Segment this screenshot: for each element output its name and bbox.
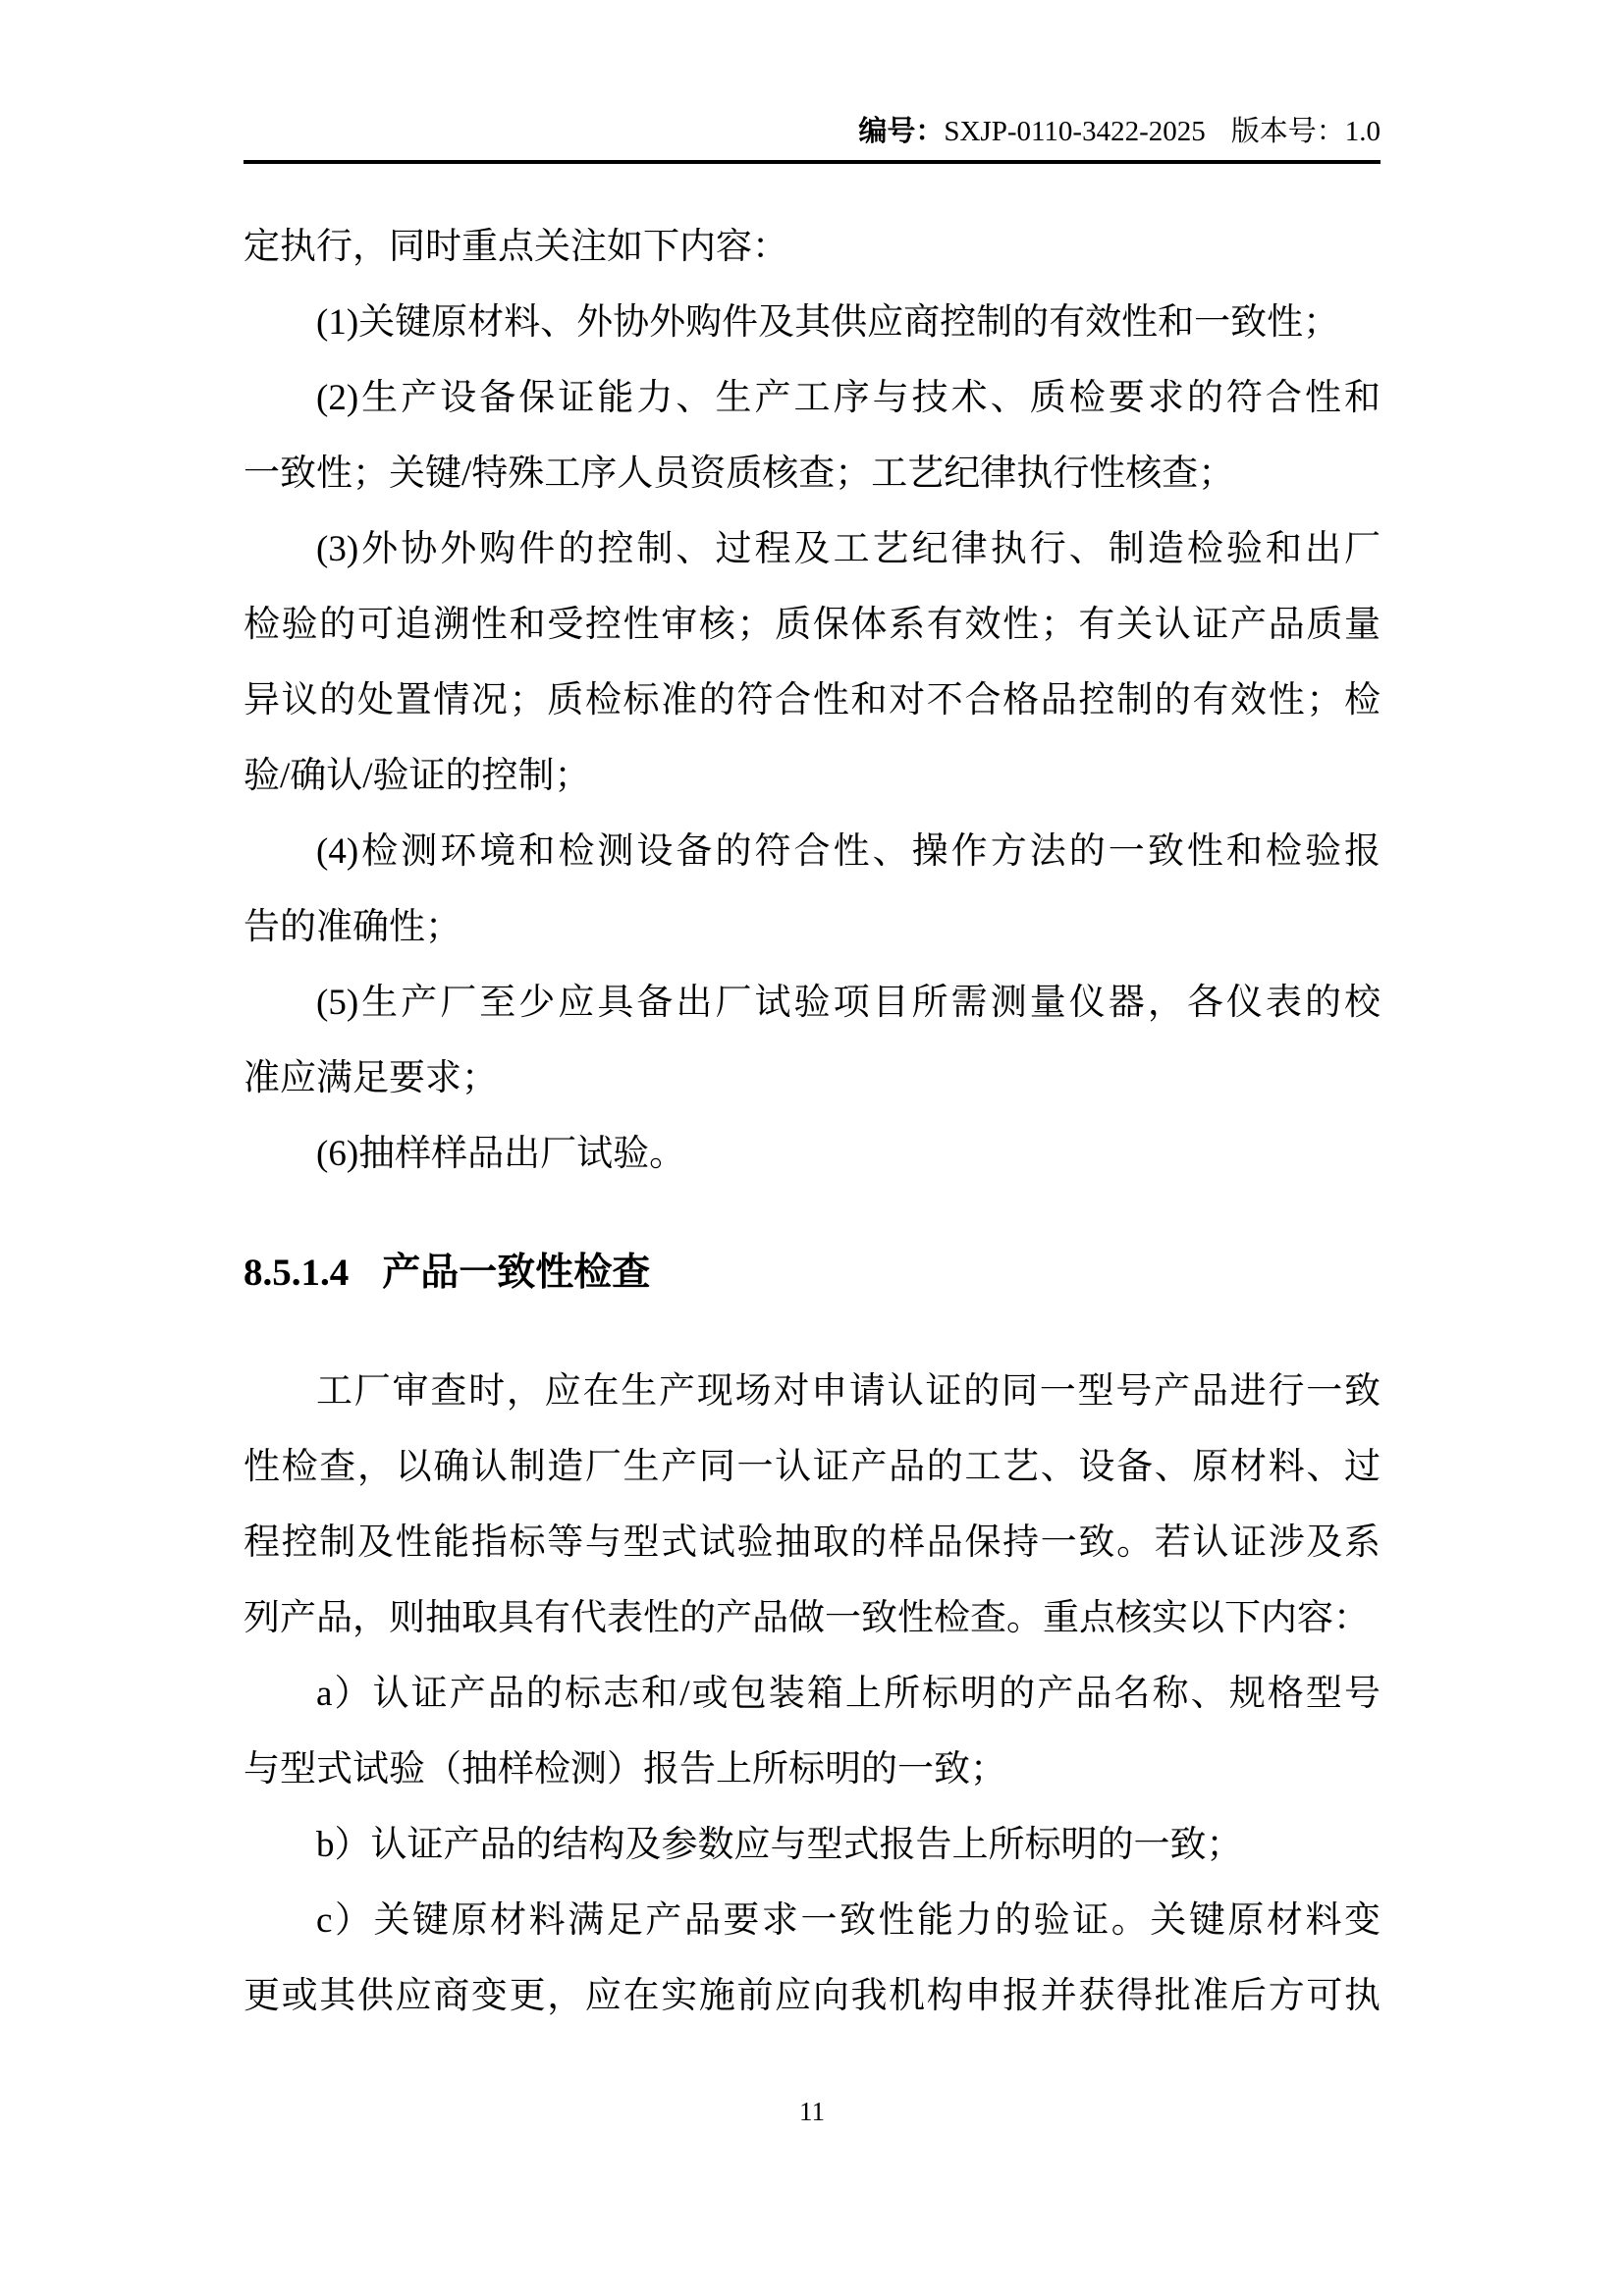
paragraph-line: c）关键原材料满足产品要求一致性能力的验证。关键原材料变 [316, 1900, 1380, 1941]
paragraph [244, 965, 1380, 1116]
section-heading [244, 1235, 1380, 1310]
paragraph [244, 1116, 1380, 1192]
paragraph [244, 814, 1380, 965]
document-body [244, 209, 1380, 2034]
paragraph-line: 一致性；关键/特殊工序人员资质核查；工艺纪律执行性核查； [244, 454, 1235, 494]
paragraph-line: 验/确认/验证的控制； [244, 756, 591, 796]
paragraph [244, 285, 1380, 360]
paragraph [244, 1656, 1380, 1807]
paragraph-line: (6)抽样样品出厂试验。 [316, 1134, 686, 1174]
paragraph-line: (1)关键原材料、外协外购件及其供应商控制的有效性和一致性； [316, 302, 1340, 343]
paragraph-line: 工厂审查时，应在生产现场对申请认证的同一型号产品进行一致 [316, 1371, 1380, 1412]
paragraph-line: (4)检测环境和检测设备的符合性、操作方法的一致性和检验报 [316, 831, 1380, 872]
paragraph [244, 511, 1380, 814]
doc-number-value: SXJP-0110-3422-2025 [944, 116, 1206, 147]
paragraph-line: (3)外协外购件的控制、过程及工艺纪律执行、制造检验和出厂 [316, 529, 1380, 569]
header-divider [244, 160, 1380, 164]
page-number: 11 [799, 2097, 825, 2126]
paragraph [244, 1807, 1380, 1883]
paragraph-line: 程控制及性能指标等与型式试验抽取的样品保持一致。若认证涉及系 [244, 1522, 1380, 1563]
paragraph-line: 检验的可追溯性和受控性审核；质保体系有效性；有关认证产品质量 [244, 605, 1380, 645]
paragraph-line: 告的准确性； [244, 907, 461, 947]
paragraph [244, 1883, 1380, 2034]
version-value: 1.0 [1344, 116, 1380, 147]
paragraph [244, 209, 1380, 285]
page-header [244, 110, 1380, 153]
paragraph-line: a）认证产品的标志和/或包装箱上所标明的产品名称、规格型号 [316, 1674, 1380, 1714]
paragraph-line: 异议的处置情况；质检标准的符合性和对不合格品控制的有效性；检 [244, 680, 1380, 721]
paragraph-line: 与型式试验（抽样检测）报告上所标明的一致； [244, 1749, 1006, 1789]
version-label: 版本号： [1230, 116, 1345, 147]
paragraph-line: b）认证产品的结构及参数应与型式报告上所标明的一致； [316, 1825, 1243, 1865]
paragraph-line: 定执行，同时重点关注如下内容： [244, 227, 788, 267]
paragraph [244, 360, 1380, 511]
paragraph-line: 更或其供应商变更，应在实施前应向我机构申报并获得批准后方可执 [244, 1976, 1380, 2016]
paragraph [244, 1354, 1380, 1656]
paragraph-line: 列产品，则抽取具有代表性的产品做一致性检查。重点核实以下内容： [244, 1598, 1370, 1638]
doc-number-label: 编号： [858, 116, 945, 147]
paragraph-line: (5)生产厂至少应具备出厂试验项目所需测量仪器，各仪表的校 [316, 983, 1380, 1023]
paragraph-line: 性检查，以确认制造厂生产同一认证产品的工艺、设备、原材料、过 [244, 1447, 1380, 1487]
heading-title: 产品一致性检查 [382, 1252, 651, 1294]
paragraph-line: (2)生产设备保证能力、生产工序与技术、质检要求的符合性和 [316, 378, 1380, 418]
paragraph-line: 准应满足要求； [244, 1058, 498, 1098]
heading-number: 8.5.1.4 [244, 1252, 350, 1294]
